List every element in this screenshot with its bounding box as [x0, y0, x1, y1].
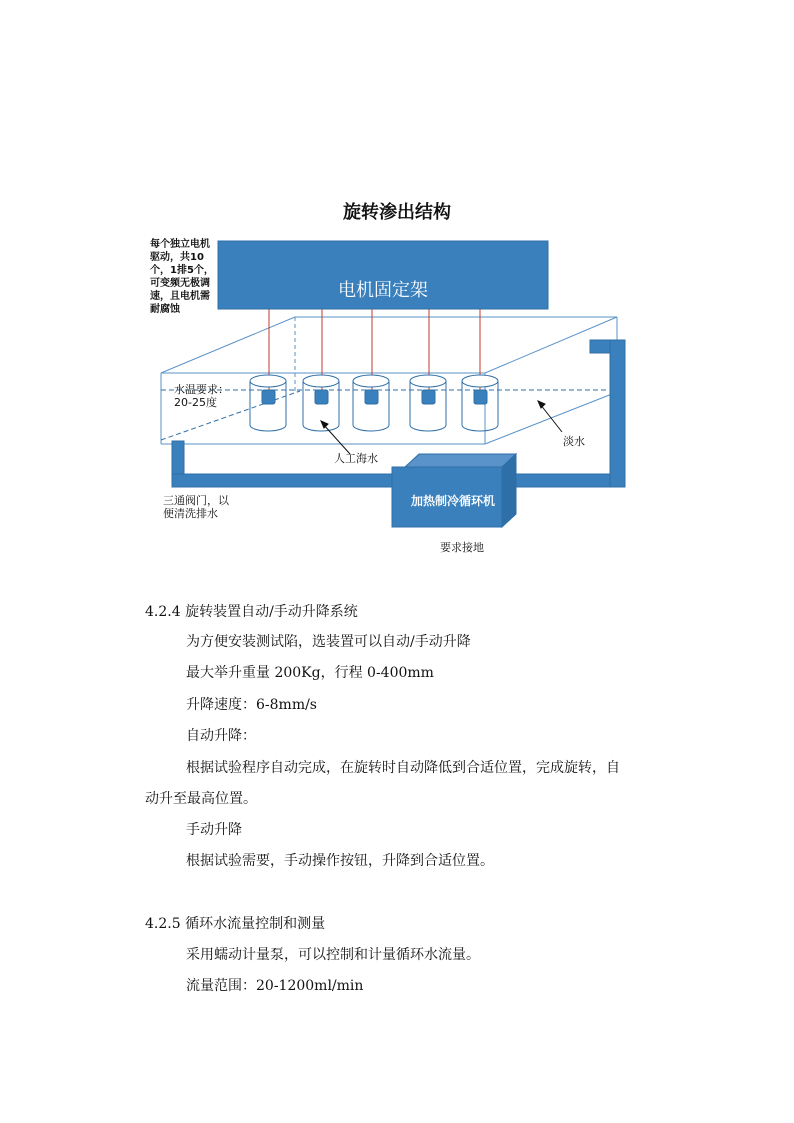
motor-frame-label: 电机固定架 — [338, 280, 428, 301]
rotor-blocks — [262, 390, 487, 404]
paragraph-continued: 动升至最高位置。 — [145, 791, 257, 807]
paragraph: 为方便安装测试陷，选装置可以自动/手动升降 — [186, 634, 471, 650]
paragraph: 根据试验需要，手动操作按钮，升降到合适位置。 — [186, 853, 494, 869]
heater-label: 加热制冷循环机 — [410, 494, 495, 508]
paragraph: 升降速度：6-8mm/s — [186, 697, 317, 713]
heater-box — [392, 454, 516, 527]
paragraph: 流量范围：20-1200ml/min — [186, 978, 364, 994]
freshwater-label: 淡水 — [563, 435, 585, 448]
diagram-title: 旋转渗出结构 — [343, 202, 451, 223]
paragraph: 手动升降 — [186, 822, 242, 838]
seawater-label: 人工海水 — [334, 452, 378, 465]
section-424-heading: 4.2.4 旋转装置自动/手动升降系统 — [145, 604, 358, 620]
ground-label: 要求接地 — [440, 541, 484, 554]
paragraph: 最大举升重量 200Kg，行程 0-400mm — [186, 665, 434, 681]
motor-note: 每个独立电机驱动，共10个，1排5个，可变频无极调速，且电机需耐腐蚀 — [150, 239, 214, 315]
water-temp-label: 水温要求：20-25度 — [174, 383, 229, 409]
paragraph: 自动升降： — [186, 728, 256, 744]
circulation-pipes — [172, 340, 625, 487]
section-425-heading: 4.2.5 循环水流量控制和测量 — [145, 916, 326, 932]
paragraph: 采用蠕动计量泵，可以控制和计量循环水流量。 — [186, 947, 480, 963]
valve-label: 三通阀门，以便清洗排水 — [163, 494, 229, 520]
paragraph: 根据试验程序自动完成，在旋转时自动降低到合适位置，完成旋转，自 — [186, 760, 620, 776]
